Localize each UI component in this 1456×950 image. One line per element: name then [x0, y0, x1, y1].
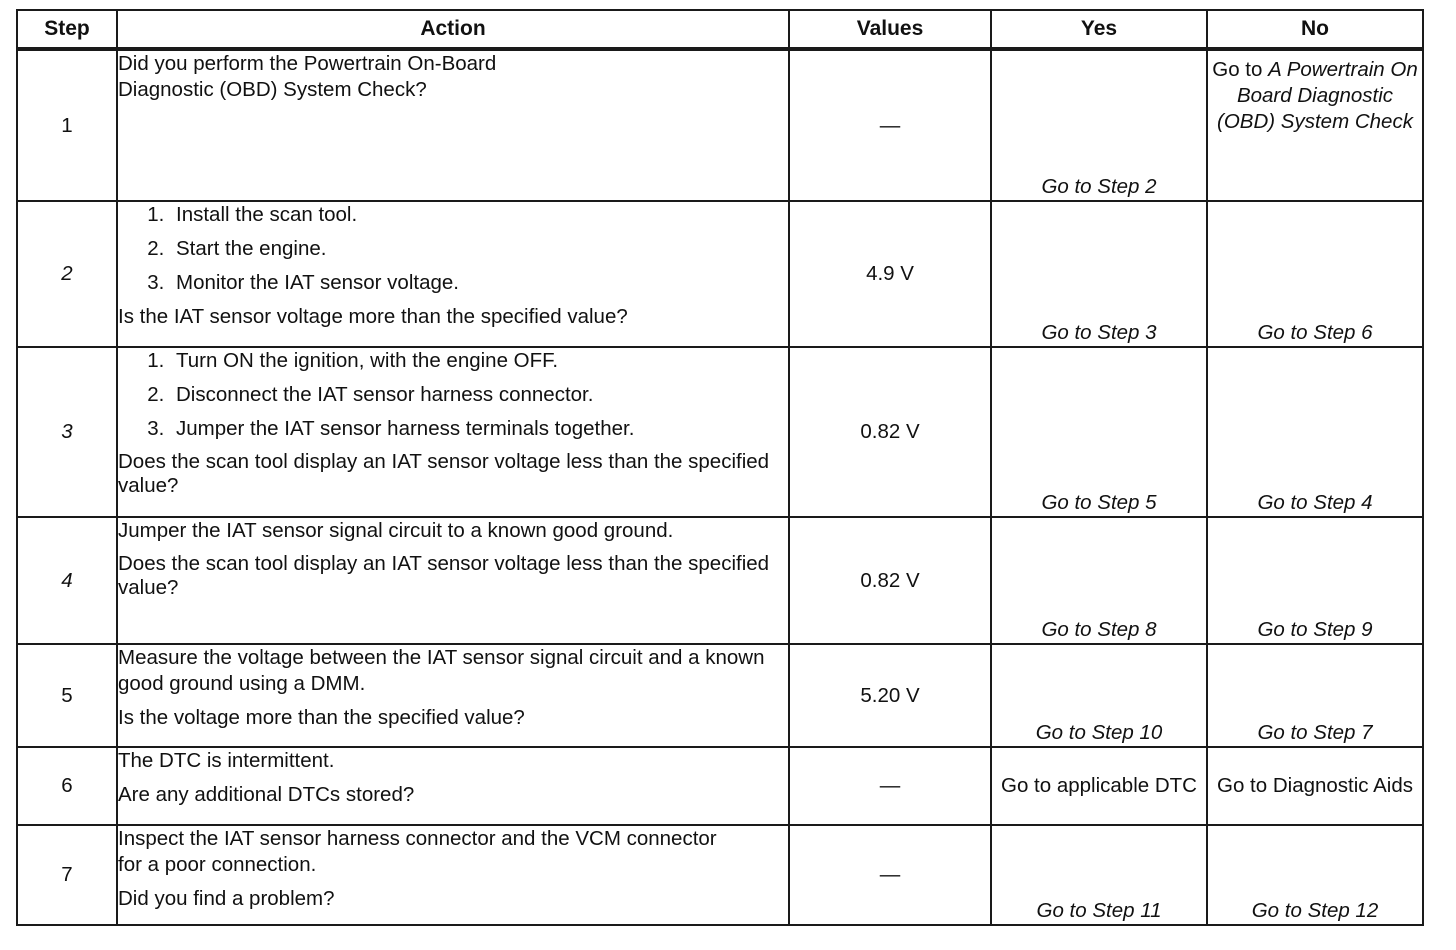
no-link[interactable]: Go to Step 9	[1207, 517, 1423, 644]
table-row	[17, 517, 1423, 644]
action-cell	[117, 517, 789, 644]
value-cell: —	[789, 825, 991, 925]
header-no: No	[1207, 10, 1423, 49]
action-cell	[117, 825, 789, 925]
no-link[interactable]: Go to Diagnostic Aids	[1207, 747, 1423, 825]
value-cell: 4.9 V	[789, 201, 991, 347]
no-link-target[interactable]: A Powertrain On Board Diagnostic (OBD) System Check	[1217, 58, 1418, 133]
action-question: Is the IAT sensor voltage more than the specified value?	[118, 305, 628, 328]
list-item: 3. Jumper the IAT sensor harness terminals together.	[170, 416, 788, 442]
table-row	[17, 201, 1423, 347]
value-cell: 0.82 V	[789, 517, 991, 644]
header-action: Action	[117, 10, 789, 49]
action-cell	[117, 747, 789, 825]
yes-link[interactable]: Go to Step 2	[991, 49, 1207, 201]
yes-link[interactable]: Go to applicable DTC	[991, 747, 1207, 825]
action-text: Inspect the IAT sensor harness connector and the VCM connector for a poor connection.	[118, 827, 717, 876]
diagnostic-table	[16, 9, 1424, 926]
list-item: 1. Turn ON the ignition, with the engine OFF.	[170, 348, 788, 374]
yes-link[interactable]: Go to Step 11	[991, 825, 1207, 925]
action-question: Are any additional DTCs stored?	[118, 783, 415, 806]
action-cell	[117, 201, 789, 347]
no-link[interactable]	[1207, 49, 1423, 201]
header-yes: Yes	[991, 10, 1207, 49]
action-cell	[117, 644, 789, 747]
list-item: 2. Disconnect the IAT sensor harness connector.	[170, 382, 788, 408]
action-text: The DTC is intermittent.	[118, 749, 335, 772]
header-values: Values	[789, 10, 991, 49]
step-number: 6	[17, 747, 117, 825]
action-list	[118, 348, 788, 442]
action-cell	[117, 347, 789, 517]
action-question: Does the scan tool display an IAT sensor voltage less than the specified value?	[118, 450, 770, 497]
value-cell: 5.20 V	[789, 644, 991, 747]
table-row	[17, 747, 1423, 825]
step-number: 7	[17, 825, 117, 925]
action-text: Jumper the IAT sensor signal circuit to a known good ground.	[118, 519, 674, 542]
yes-link[interactable]: Go to Step 8	[991, 517, 1207, 644]
header-row	[17, 10, 1423, 49]
action-cell	[117, 49, 789, 201]
action-question: Does the scan tool display an IAT sensor voltage less than the specified value?	[118, 552, 770, 599]
no-link-prefix: Go to	[1212, 58, 1269, 81]
yes-link[interactable]: Go to Step 3	[991, 201, 1207, 347]
table-row	[17, 825, 1423, 925]
no-link[interactable]: Go to Step 12	[1207, 825, 1423, 925]
list-item: 2. Start the engine.	[170, 236, 788, 262]
step-number: 2	[17, 201, 117, 347]
table-row	[17, 644, 1423, 747]
table-row	[17, 347, 1423, 517]
value-cell: 0.82 V	[789, 347, 991, 517]
yes-link[interactable]: Go to Step 10	[991, 644, 1207, 747]
step-number: 4	[17, 517, 117, 644]
yes-link[interactable]: Go to Step 5	[991, 347, 1207, 517]
table-row	[17, 49, 1423, 201]
action-question: Is the voltage more than the specified value?	[118, 706, 525, 729]
no-link[interactable]: Go to Step 4	[1207, 347, 1423, 517]
action-question: Did you find a problem?	[118, 887, 335, 910]
step-number: 3	[17, 347, 117, 517]
header-step: Step	[17, 10, 117, 49]
action-text: Measure the voltage between the IAT sensor signal circuit and a known good ground using a DMM.	[118, 646, 765, 695]
step-number: 5	[17, 644, 117, 747]
list-item: 1. Install the scan tool.	[170, 202, 788, 228]
no-link[interactable]: Go to Step 7	[1207, 644, 1423, 747]
list-item: 3. Monitor the IAT sensor voltage.	[170, 270, 788, 296]
step-number: 1	[17, 49, 117, 201]
value-cell: —	[789, 747, 991, 825]
value-cell	[789, 49, 991, 201]
value-dash: —	[879, 113, 901, 137]
action-list	[118, 202, 788, 296]
no-link[interactable]: Go to Step 6	[1207, 201, 1423, 347]
action-text: Did you perform the Powertrain On-Board Diagnostic (OBD) System Check?	[118, 52, 497, 101]
